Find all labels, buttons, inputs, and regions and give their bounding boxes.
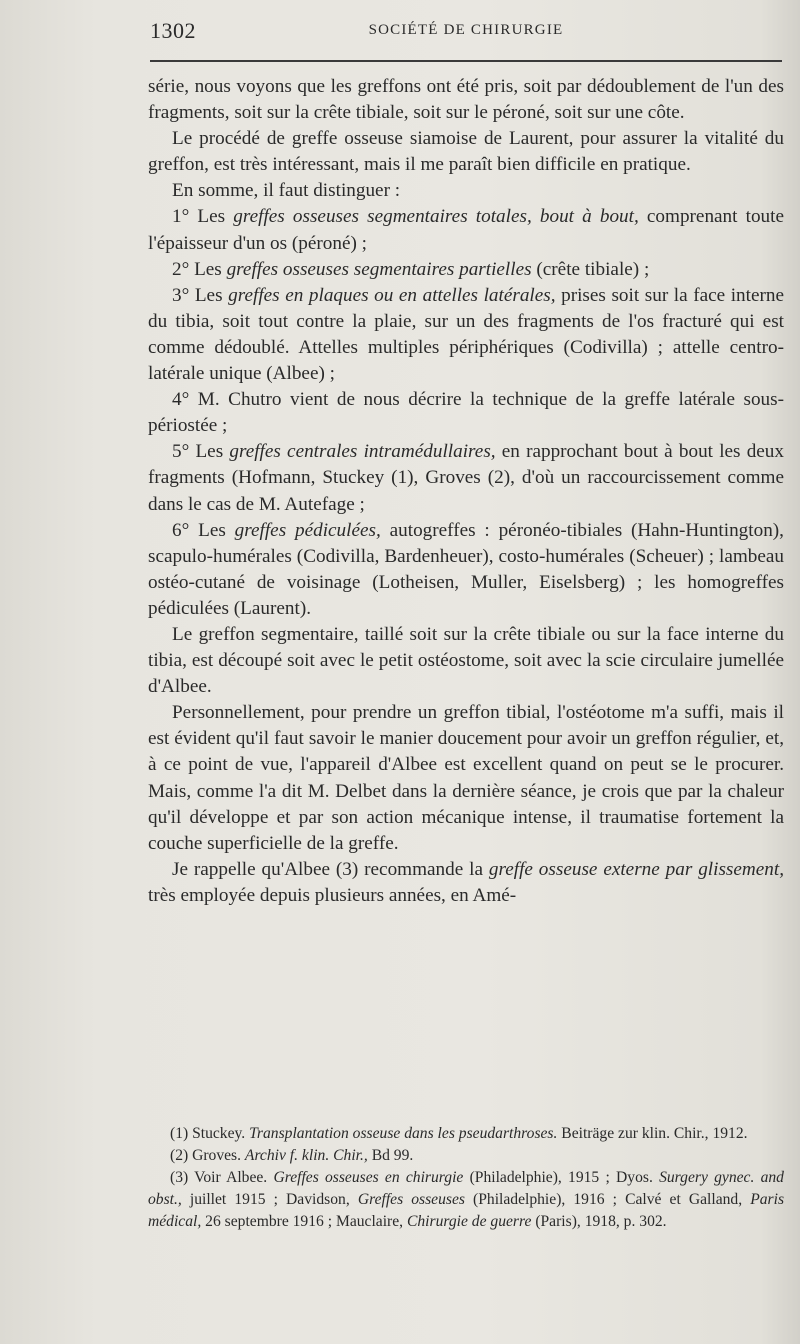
running-title: SOCIÉTÉ DE CHIRURGIE: [368, 22, 564, 38]
paragraph-segmentaire: Le greffon segmentaire, taillé soit sur la crête tibiale ou sur la face interne du tibia, est découpé soit avec le petit ostéostome, soit avec la scie circulaire jumellée d'Albee.: [148, 623, 784, 698]
list-item-2: 2° Les greffes osseuses segmentaires partielles (crête tibiale) ;: [172, 258, 650, 280]
footnote-3: (3) Voir Albee. Greffes osseuses en chirurgie (Philadelphie), 1915 ; Dyos. Surgery gynec. and obst., juillet 1915 ; Davidson, Greffes osseuses (Philadelphie), 1916 ; Calvé et Galland, Paris médical, 26 septembre 1916 ; Mauclaire, Chirurgie de guerre (Paris), 1918, p. 302.: [148, 1169, 785, 1230]
list-item-5: 5° Les greffes centrales intramédullaires, en rapprochant bout à bout les deux fragments (Hofmann, Stuckey (1), Groves (2), d'où un raccourcissement comme dans le cas de M. Autefage ;: [148, 441, 784, 515]
footnote-1: (1) Stuckey. Transplantation osseuse dans les pseudarthroses. Beiträge zur klin. Chir., 1912.: [170, 1125, 748, 1142]
list-item-1: 1° Les greffes osseuses segmentaires totales, bout à bout, comprenant toute l'épaisseur d'un os (péroné) ;: [148, 206, 784, 254]
header-rule: [150, 60, 782, 62]
paragraph-laurent: Le procédé de greffe osseuse siamoise de Laurent, pour assurer la vitalité du greffon, est très intéressant, mais il me paraît bien difficile en pratique.: [148, 128, 784, 176]
main-text: [148, 74, 784, 909]
footnotes: [148, 1123, 784, 1233]
paragraph-continuation: série, nous voyons que les greffons ont été pris, soit par dédoublement de l'un des fragments, soit sur la crête tibiale, soit sur le péroné, soit sur une côte.: [148, 76, 784, 124]
page-header: [150, 18, 782, 46]
paragraph-albee: Je rappelle qu'Albee (3) recommande la greffe osseuse externe par glissement, très employée depuis plusieurs années, en Amé-: [148, 858, 785, 906]
footnote-2: (2) Groves. Archiv f. klin. Chir., Bd 99.: [170, 1147, 414, 1164]
page-number: 1302: [150, 18, 196, 43]
paragraph-distinguish: En somme, il faut distinguer :: [172, 180, 401, 202]
paragraph-personnellement: Personnellement, pour prendre un greffon tibial, l'ostéotome m'a suffi, mais il est évident qu'il faut savoir le manier doucement pour avoir un greffon régulier, et, à ce point de vue, l'appareil d'Albee est excellent quand on peut se le procurer. Mais, comme l'a dit M. Delbet dans la dernière séance, je crois que par la chaleur qu'il développe et par son action mécanique intense, il traumatise fortement la couche superficielle de la greffe.: [148, 702, 784, 854]
list-item-3: 3° Les greffes en plaques ou en attelles latérales, prises soit sur la face interne du tibia, soit tout contre la plaie, sur un des fragments de l'os fracturé qui est comme dédoublé. Attelles multiples périphériques (Codivilla) ; attelle centro-latérale unique (Albee) ;: [148, 284, 784, 385]
list-item-6: 6° Les greffes pédiculées, autogreffes : péronéo-tibiales (Hahn-Huntington), scapulo-humérales (Codivilla, Bardenheuer), costo-humérales (Scheuer) ; lambeau ostéo-cutané de voisinage (Lotheisen, Muller, Eiselsberg) ; les homogreffes pédiculées (Laurent).: [148, 519, 784, 619]
list-item-4: 4° M. Chutro vient de nous décrire la technique de la greffe latérale sous-périostée ;: [148, 389, 784, 437]
